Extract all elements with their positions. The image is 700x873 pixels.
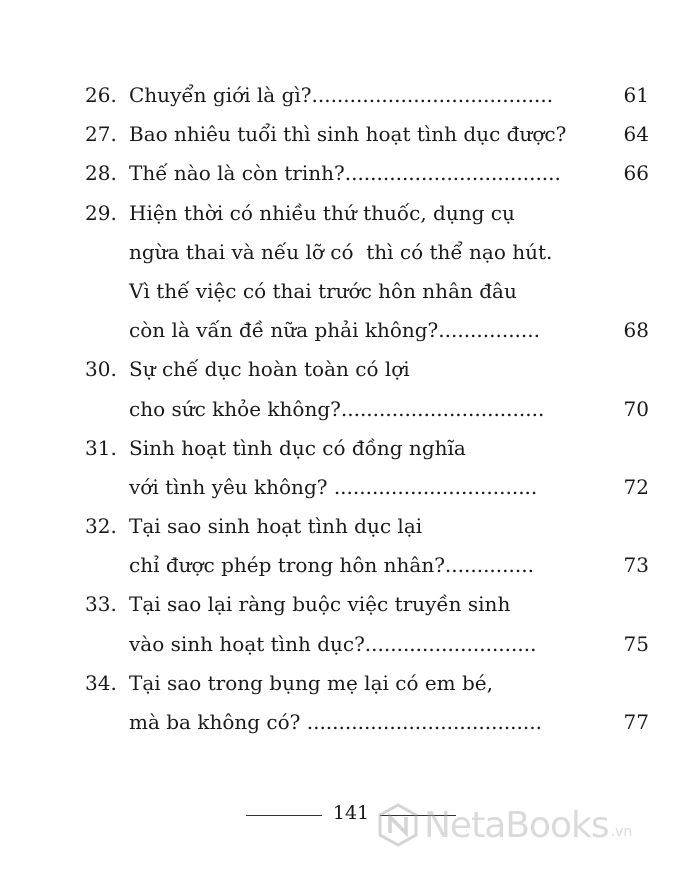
toc-entry-page: 73 [623, 553, 649, 578]
toc-entry-line-text: Tại sao sinh hoạt tình dục lại [129, 514, 423, 539]
toc-entry-line-text: ngừa thai và nếu lỡ có thì có thể nạo hút. [129, 239, 553, 264]
toc-entry [85, 194, 649, 351]
toc-entry-number: 28. [85, 161, 117, 186]
toc-entry-line [129, 390, 649, 429]
toc-entry [85, 664, 649, 742]
toc-entry-title [129, 154, 649, 193]
toc-entry [85, 350, 649, 428]
toc-entry-line [129, 350, 605, 389]
toc-entry-page: 72 [623, 474, 649, 499]
toc-entry-line-text: Sự chế dục hoàn toàn có lợi [129, 357, 410, 382]
toc-entry-page: 75 [623, 631, 649, 656]
toc-entry-line [129, 194, 605, 233]
toc-entry-line [129, 703, 649, 742]
toc-entry-page: 77 [623, 710, 649, 735]
toc-entry [85, 507, 649, 585]
toc-entry [85, 154, 649, 193]
toc-entry-line [129, 115, 649, 154]
watermark-brand: NetaBooks [424, 804, 609, 846]
toc-entry-number: 30. [85, 357, 117, 382]
watermark-suffix: .vn [610, 824, 633, 840]
toc-entry-line-text: cho sức khỏe không?................................ [129, 396, 545, 421]
toc-entry-title [129, 507, 649, 585]
toc-entry-title [129, 585, 649, 663]
netabooks-logo-icon [376, 803, 420, 847]
toc-entry-number: 26. [85, 83, 117, 107]
toc-entry [85, 76, 649, 115]
toc-entry-title [129, 115, 649, 154]
toc-entry-line-text: Hiện thời có nhiều thứ thuốc, dụng cụ [129, 200, 515, 225]
toc-entry-title [129, 194, 649, 351]
toc-entry-title [129, 664, 649, 742]
toc-entry-line [129, 272, 605, 311]
toc-entry-line [129, 546, 649, 585]
toc-entry-title [129, 429, 649, 507]
toc-entry-line-text: vào sinh hoạt tình dục?........................... [129, 631, 537, 656]
toc-entry-line-text: Vì thế việc có thai trước hôn nhân đâu [129, 278, 517, 303]
toc-entry [85, 115, 649, 154]
toc-entry [85, 429, 649, 507]
toc-entry-number: 31. [85, 435, 117, 460]
toc-entry-line [129, 664, 605, 703]
toc-entry-number: 32. [85, 514, 117, 539]
toc-entry-line-text: chỉ được phép trong hôn nhân?.............. [129, 553, 534, 578]
toc-entry-line-text: còn là vấn đề nữa phải không?................ [129, 318, 540, 343]
toc-entry-line-text: với tình yêu không? ................................ [129, 474, 538, 499]
toc-entry-line-text: Thế nào là còn trinh?.................................. [129, 161, 561, 186]
toc-entry-page: 66 [623, 161, 649, 186]
toc-entry-line [129, 429, 605, 468]
toc-entry-line [129, 625, 649, 664]
toc-entry-line [129, 154, 649, 193]
toc-entry-title [129, 350, 649, 428]
toc-entry-title [129, 76, 649, 115]
watermark [376, 800, 632, 850]
toc-entry-number: 34. [85, 670, 117, 695]
footer-rule-left [246, 815, 322, 816]
toc-entry-line-text: Chuyển giới là gì?...................................... [129, 83, 554, 107]
toc-entry-page: 61 [623, 83, 649, 107]
toc-entry-line [129, 507, 605, 546]
toc-entry-number: 27. [85, 122, 117, 147]
toc-entry-line [129, 468, 649, 507]
toc-entry-number: 33. [85, 592, 117, 617]
toc-entry-line [129, 76, 649, 115]
toc-entry-page: 70 [623, 396, 649, 421]
toc-entry-line-text: Tại sao trong bụng mẹ lại có em bé, [129, 670, 493, 695]
toc-entry-number: 29. [85, 200, 117, 225]
toc-entry-line-text: Tại sao lại ràng buộc việc truyền sinh [129, 592, 511, 617]
toc-entry-line-text: Sinh hoạt tình dục có đồng nghĩa [129, 435, 466, 460]
table-of-contents [85, 76, 649, 742]
toc-entry-page: 68 [623, 318, 649, 343]
toc-entry-line [129, 311, 649, 350]
toc-entry-line-text: Bao nhiêu tuổi thì sinh hoạt tình dục được? [129, 122, 567, 147]
toc-entry-line [129, 233, 605, 272]
toc-entry-page: 64 [623, 122, 649, 147]
toc-entry [85, 585, 649, 663]
toc-entry-line [129, 585, 605, 624]
toc-entry-line-text: mà ba không có? ..................................... [129, 710, 542, 735]
page-number: 141 [332, 802, 370, 824]
